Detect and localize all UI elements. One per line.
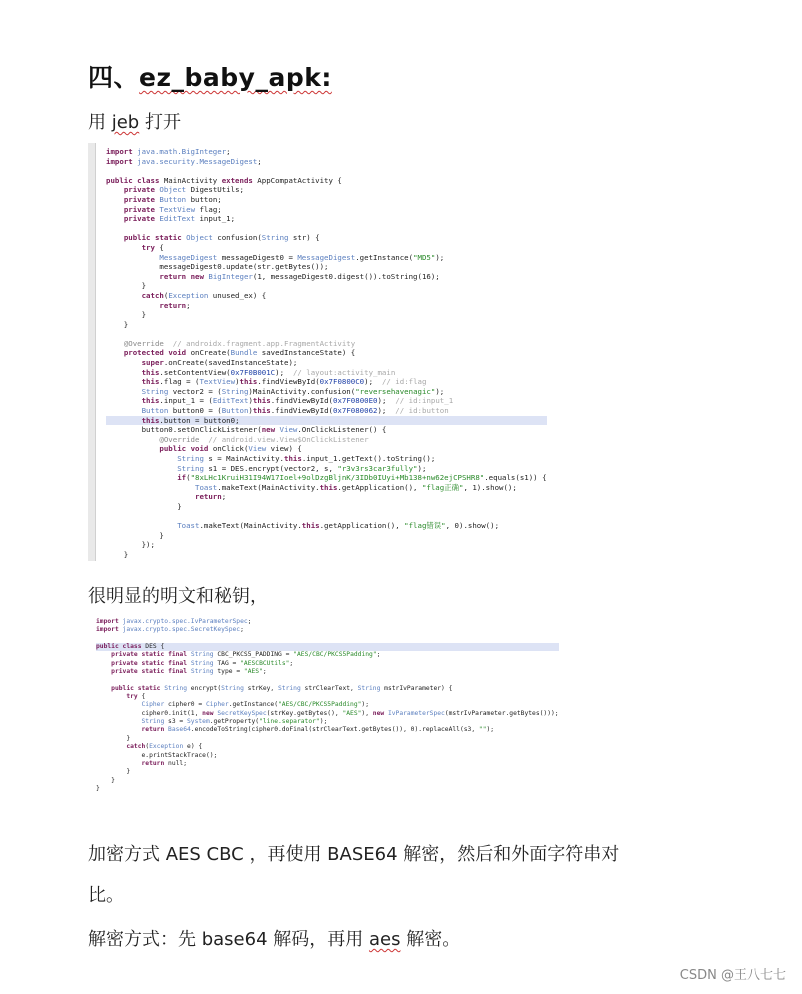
code-lines bbox=[96, 618, 559, 793]
code-line: return Base64.encodeToString(cipher0.doFinal(strClearText.getBytes()), 0).replaceAll(s3, ""); bbox=[141, 726, 495, 734]
code-line: private static final String CBC_PKCS5_PADDING = "AES/CBC/PKCS5Padding"; bbox=[111, 651, 381, 659]
csdn-watermark: CSDN @王八七七 bbox=[679, 968, 786, 983]
code-line: try { bbox=[126, 693, 146, 701]
section-heading bbox=[88, 58, 332, 94]
code-line: Toast.makeText(MainActivity.this.getApplication(), "flag正确", 1).show(); bbox=[195, 482, 517, 492]
code-line: this.button = button0; bbox=[106, 416, 547, 426]
code-line: String vector2 = (String)MainActivity.confusion("reversehavenagic"); bbox=[141, 386, 445, 396]
code-line: this.setContentView(0x7F0B001C); // layout:activity_main bbox=[141, 367, 396, 377]
code-line bbox=[106, 224, 547, 234]
code-line: } bbox=[106, 501, 182, 511]
code-screenshot-des bbox=[88, 614, 658, 820]
paragraph-decryption-method bbox=[88, 925, 460, 951]
code-line: cipher0.init(1, new SecretKeySpec(strKey.getBytes(), "AES"), new IvParameterSpec(mstrIvParameter.getBytes())); bbox=[96, 709, 559, 717]
para4-post: 解密。 bbox=[400, 929, 461, 950]
code-line: return; bbox=[195, 492, 227, 502]
code-line: } bbox=[106, 310, 147, 320]
code-line bbox=[96, 676, 559, 684]
code-line: public void onClick(View view) { bbox=[159, 444, 302, 454]
para1-jeb: jeb bbox=[111, 112, 140, 133]
code-line: return; bbox=[159, 300, 191, 310]
code-line: Cipher cipher0 = Cipher.getInstance("AES/CBC/PKCS5Padding"); bbox=[141, 701, 369, 709]
code-line: } bbox=[106, 319, 129, 329]
code-line: public class DES { bbox=[96, 643, 559, 651]
code-line: @Override // android.view.View$OnClickListener bbox=[159, 434, 369, 444]
paragraph-open-with-jeb bbox=[88, 108, 181, 134]
code-line: public static String encrypt(String strKey, String strClearText, String mstrIvParameter) { bbox=[111, 684, 453, 692]
code-line: Button button0 = (Button)this.findViewById(0x7F080062); // id:button bbox=[141, 406, 449, 416]
code-line: private EditText input_1; bbox=[123, 214, 236, 224]
code-line: } bbox=[96, 734, 131, 742]
code-line: }); bbox=[106, 540, 155, 550]
code-line bbox=[106, 166, 547, 176]
code-line: catch(Exception e) { bbox=[126, 743, 203, 751]
code-line: return new BigInteger(1, messageDigest0.digest()).toString(16); bbox=[159, 271, 440, 281]
code-line: } bbox=[106, 549, 129, 559]
code-line: button0.setOnClickListener(new View.OnClickListener() { bbox=[106, 425, 387, 435]
para1-post: 打开 bbox=[139, 112, 181, 133]
paragraph-encryption-method-cont: 比。 bbox=[88, 885, 124, 906]
code-line: } bbox=[96, 776, 115, 784]
code-line: try { bbox=[141, 242, 164, 252]
code-line: public class MainActivity extends AppCompatActivity { bbox=[106, 175, 342, 185]
code-lines bbox=[106, 147, 547, 560]
heading-title: ez_baby_apk: bbox=[139, 63, 332, 92]
para4-aes: aes bbox=[368, 929, 401, 950]
code-line bbox=[106, 329, 547, 339]
paragraph-plaintext-key: 很明显的明文和秘钥， bbox=[88, 586, 268, 607]
code-line: this.input_1 = (EditText)this.findViewById(0x7F0800E0); // id:input_1 bbox=[141, 396, 454, 406]
code-line: private TextView flag; bbox=[123, 204, 222, 214]
para4-pre: 解密方式：先 base64 解码，再用 bbox=[88, 929, 369, 950]
code-line: return null; bbox=[141, 759, 187, 767]
code-line: private Object DigestUtils; bbox=[123, 185, 244, 195]
code-line: String s1 = DES.encrypt(vector2, s, "r3v3rs3car3fully"); bbox=[177, 463, 427, 473]
code-line: if("8xLHc1KruiH31I94W17Ioel+9olDzgBljnK/3IDb0IUyi+Mb138+nw62ejCPSHR8".equals(s1)) { bbox=[177, 473, 547, 483]
code-line: MessageDigest messageDigest0 = MessageDigest.getInstance("MD5"); bbox=[159, 252, 445, 262]
code-line: private static final String TAG = "AESCBCUtils"; bbox=[111, 659, 294, 667]
code-line: String s = MainActivity.this.input_1.getText().toString(); bbox=[177, 454, 436, 463]
code-line: private Button button; bbox=[123, 194, 222, 204]
code-line: } bbox=[106, 281, 147, 291]
code-line: e.printStackTrace(); bbox=[96, 751, 218, 759]
code-line bbox=[96, 635, 559, 643]
code-line: import javax.crypto.spec.SecretKeySpec; bbox=[96, 626, 244, 634]
code-gutter bbox=[88, 143, 96, 561]
code-line: @Override // androidx.fragment.app.FragmentActivity bbox=[123, 338, 356, 348]
code-screenshot-mainactivity bbox=[88, 143, 547, 561]
code-line: private static final String type = "AES"; bbox=[111, 668, 267, 676]
code-line: import javax.crypto.spec.IvParameterSpec; bbox=[96, 618, 252, 625]
code-line: String s3 = System.getProperty("line.separator"); bbox=[141, 718, 328, 726]
para1-pre: 用 bbox=[88, 112, 112, 133]
heading-prefix: 四、 bbox=[88, 63, 140, 92]
code-line: } bbox=[106, 530, 164, 540]
paragraph-encryption-method: 加密方式 AES CBC ，再使用 BASE64 解密，然后和外面字符串对 bbox=[88, 844, 620, 865]
code-line bbox=[106, 512, 547, 522]
code-line: messageDigest0.update(str.getBytes()); bbox=[106, 262, 329, 272]
code-line: protected void onCreate(Bundle savedInstanceState) { bbox=[123, 348, 356, 358]
code-line: } bbox=[96, 784, 100, 792]
code-line: import java.security.MessageDigest; bbox=[106, 156, 262, 166]
code-line: public static Object confusion(String str) { bbox=[123, 233, 320, 243]
code-line: import java.math.BigInteger; bbox=[106, 147, 231, 156]
code-line: catch(Exception unused_ex) { bbox=[141, 290, 267, 300]
code-line: } bbox=[96, 768, 131, 776]
code-line: Toast.makeText(MainActivity.this.getApplication(), "flag错误", 0).show(); bbox=[177, 521, 500, 531]
code-line: this.flag = (TextView)this.findViewById(0x7F0800C0); // id:flag bbox=[141, 377, 427, 387]
code-line: super.onCreate(savedInstanceState); bbox=[141, 358, 298, 368]
